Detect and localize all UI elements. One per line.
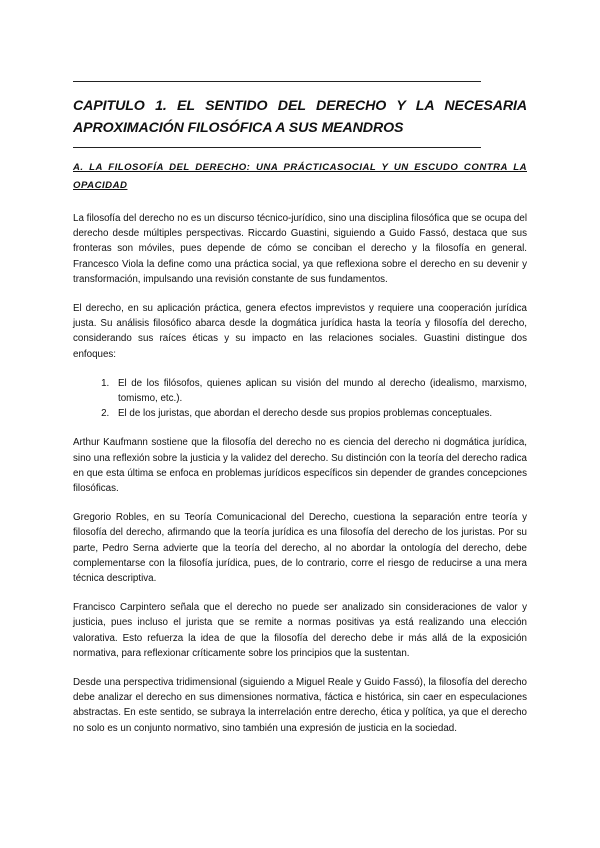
paragraph-kaufmann: Arthur Kaufmann sostiene que la filosofía del derecho no es ciencia del derecho ni dogmática jurídica, sino una reflexión sobre la justicia y la validez del derecho. Su distinción con la teoría del derecho radica en que esta última se enfoca en problemas jurídicos específicos sin depender de grandes concepciones filosóficas.: [73, 437, 527, 495]
chapter-title: CAPITULO 1. EL SENTIDO DEL DERECHO Y LA NECESARIA APROXIMACIÓN FILOSÓFICA A SUS MEANDROS: [73, 98, 527, 136]
paragraph-carpintero: Francisco Carpintero señala que el derecho no puede ser analizado sin consideraciones de valor y justicia, pues incluso el jurista que se remite a normas positivas ya está realizando una elección valorativa. Esto refuerza la idea de que la filosofía del derecho debe ir más allá de la exposición normativa, para reflexionar críticamente sobre los principios que la sustentan.: [73, 602, 527, 659]
paragraph-guastini-fasso: La filosofía del derecho no es un discurso técnico-jurídico, sino una disciplina filosófica que se ocupa del derecho desde múltiples perspectivas. Riccardo Guastini, siguiendo a Guido Fassó, destaca que sus fronteras son móviles, pues depende de cómo se conciban el derecho y la filosofía en general. Francesco Viola la define como una práctica social, ya que reflexiona sobre el derecho en su devenir y transformación, impulsando una revisión constante de sus fundamentos.: [73, 213, 527, 285]
paragraph-aplicacion-practica: El derecho, en su aplicación práctica, genera efectos imprevistos y requiere una cooperación jurídica justa. Su análisis filosófico abarca desde la dogmática jurídica hasta la teoría y filosofía del derecho, considerando sus raíces éticas y su impacto en las relaciones sociales. Guastini distingue dos enfoques:: [73, 303, 527, 360]
paragraph-robles-serna: Gregorio Robles, en su Teoría Comunicacional del Derecho, cuestiona la separación entre teoría y filosofía del derecho, afirmando que la teoría jurídica es una filosofía del derecho de los juristas. Por su parte, Pedro Serna advierte que la teoría del derecho, al no abordar la ontología del derecho, debe complementarse con la filosofía jurídica, pues, de lo contrario, corre el riesgo de reducirse a una mera técnica descriptiva.: [73, 512, 527, 585]
paragraph-tridimensional: Desde una perspectiva tridimensional (siguiendo a Miguel Reale y Guido Fassó), la filosofía del derecho debe analizar el derecho en sus dimensiones normativa, fáctica e histórica, sin caer en especulaciones abstractas. En este sentido, se subraya la interrelación entre derecho, ética y política, ya que el derecho no solo es un conjunto normativo, sino también una expresión de justicia en la sociedad.: [73, 677, 527, 734]
bottom-rule: [73, 147, 481, 148]
list-item: 2. El de los juristas, que abordan el derecho desde sus propios problemas conceptuales.: [112, 406, 527, 421]
page-content: [73, 70, 527, 736]
top-rule: [73, 81, 481, 82]
list-item: 1. El de los filósofos, quienes aplican su visión del mundo al derecho (idealismo, marxismo, tomismo, etc.).: [112, 376, 527, 406]
enfoques-list: [73, 376, 527, 422]
section-heading: A. LA FILOSOFÍA DEL DERECHO: UNA PRÁCTICASOCIAL Y UN ESCUDO CONTRA LA OPACIDAD: [73, 162, 527, 191]
